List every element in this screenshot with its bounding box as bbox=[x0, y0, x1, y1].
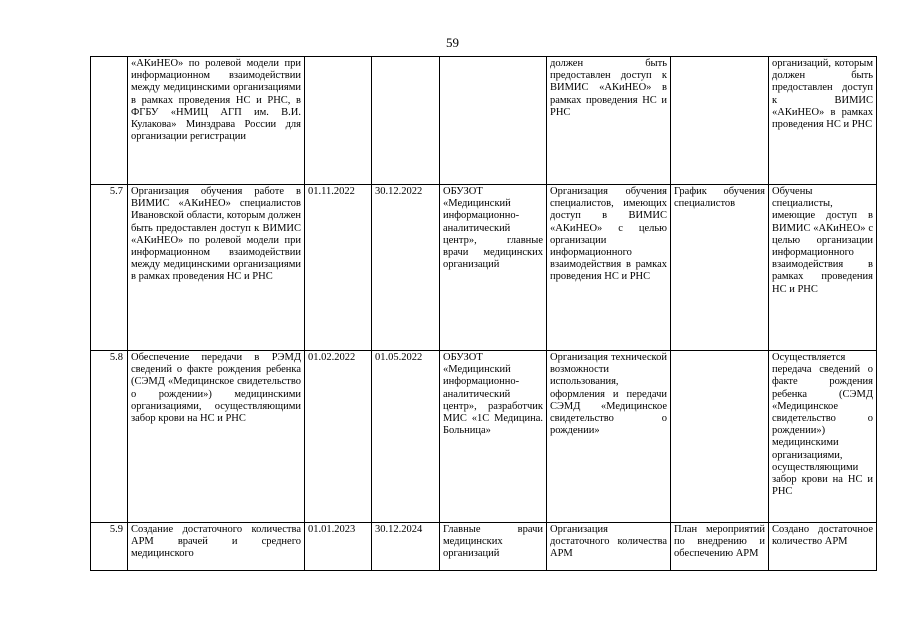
description-cell: Организация достаточного количества АРМ bbox=[547, 523, 671, 571]
start-date-cell bbox=[305, 57, 372, 185]
activity-table bbox=[90, 56, 877, 571]
table-row bbox=[91, 351, 877, 523]
result-cell: Обучены специалисты, имеющие доступ в ВИМИС «АКиНЕО» с целью организации информационного взаимодействия в рамках проведения НС и РНС bbox=[769, 185, 877, 351]
end-date-cell: 01.05.2022 bbox=[372, 351, 440, 523]
responsible-cell: ОБУЗОТ «Медицинский информационно-аналитический центр», разработчик МИС «1С Медицина. Больница» bbox=[440, 351, 547, 523]
table-row bbox=[91, 185, 877, 351]
result-cell: Осуществляется передача сведений о факте рождения ребенка (СЭМД «Медицинское свидетельство о рождении») медицинскими организациями, осуществляющими забор крови на НС и РНС bbox=[769, 351, 877, 523]
start-date-cell: 01.01.2023 bbox=[305, 523, 372, 571]
task-cell: «АКиНЕО» по ролевой модели при информационном взаимодействии между медицинскими организациями в рамках проведения НС и РНС, в ФГБУ «НМИЦ АГП им. В.И. Кулакова» Минздрава России для организации регистрации bbox=[128, 57, 305, 185]
table-row bbox=[91, 523, 877, 571]
end-date-cell bbox=[372, 57, 440, 185]
task-cell: Организация обучения работе в ВИМИС «АКиНЕО» специалистов Ивановской области, которым должен быть предоставлен доступ к ВИМИС «АКиНЕО» по ролевой модели при информационном взаимодействии между медицинскими организациями в рамках проведения НС и РНС bbox=[128, 185, 305, 351]
task-cell: Обеспечение передачи в РЭМД сведений о факте рождения ребенка (СЭМД «Медицинское свидетельство о рождении») медицинскими организациями, осуществляющими забор крови на НС и РНС bbox=[128, 351, 305, 523]
end-date-cell: 30.12.2024 bbox=[372, 523, 440, 571]
end-date-cell: 30.12.2022 bbox=[372, 185, 440, 351]
document-cell: График обучения специалистов bbox=[671, 185, 769, 351]
page-number: 59 bbox=[446, 35, 459, 50]
responsible-cell bbox=[440, 57, 547, 185]
result-cell: Создано достаточное количество АРМ bbox=[769, 523, 877, 571]
description-cell: Организация обучения специалистов, имеющих доступ в ВИМИС «АКиНЕО» с целью организации информационного взаимодействия в рамках проведения НС и РНС bbox=[547, 185, 671, 351]
start-date-cell: 01.02.2022 bbox=[305, 351, 372, 523]
task-cell: Создание достаточного количества АРМ врачей и среднего медицинского bbox=[128, 523, 305, 571]
row-number: 5.9 bbox=[91, 523, 128, 571]
responsible-cell: Главные врачи медицинских организаций bbox=[440, 523, 547, 571]
row-number: 5.7 bbox=[91, 185, 128, 351]
result-cell: организаций, которым должен быть предоставлен доступ к ВИМИС «АКиНЕО» в рамках проведения НС и РНС bbox=[769, 57, 877, 185]
description-cell: Организация технической возможности использования, оформления и передачи СЭМД «Медицинское свидетельство о рождении» bbox=[547, 351, 671, 523]
start-date-cell: 01.11.2022 bbox=[305, 185, 372, 351]
document-cell bbox=[671, 57, 769, 185]
row-number: 5.8 bbox=[91, 351, 128, 523]
responsible-cell: ОБУЗОТ «Медицинский информационно-аналитический центр», главные врачи медицинских организаций bbox=[440, 185, 547, 351]
row-number bbox=[91, 57, 128, 185]
document-cell: План мероприятий по внедрению и обеспечению АРМ bbox=[671, 523, 769, 571]
description-cell: должен быть предоставлен доступ к ВИМИС «АКиНЕО» в рамках проведения НС и РНС bbox=[547, 57, 671, 185]
document-cell bbox=[671, 351, 769, 523]
table-row bbox=[91, 57, 877, 185]
